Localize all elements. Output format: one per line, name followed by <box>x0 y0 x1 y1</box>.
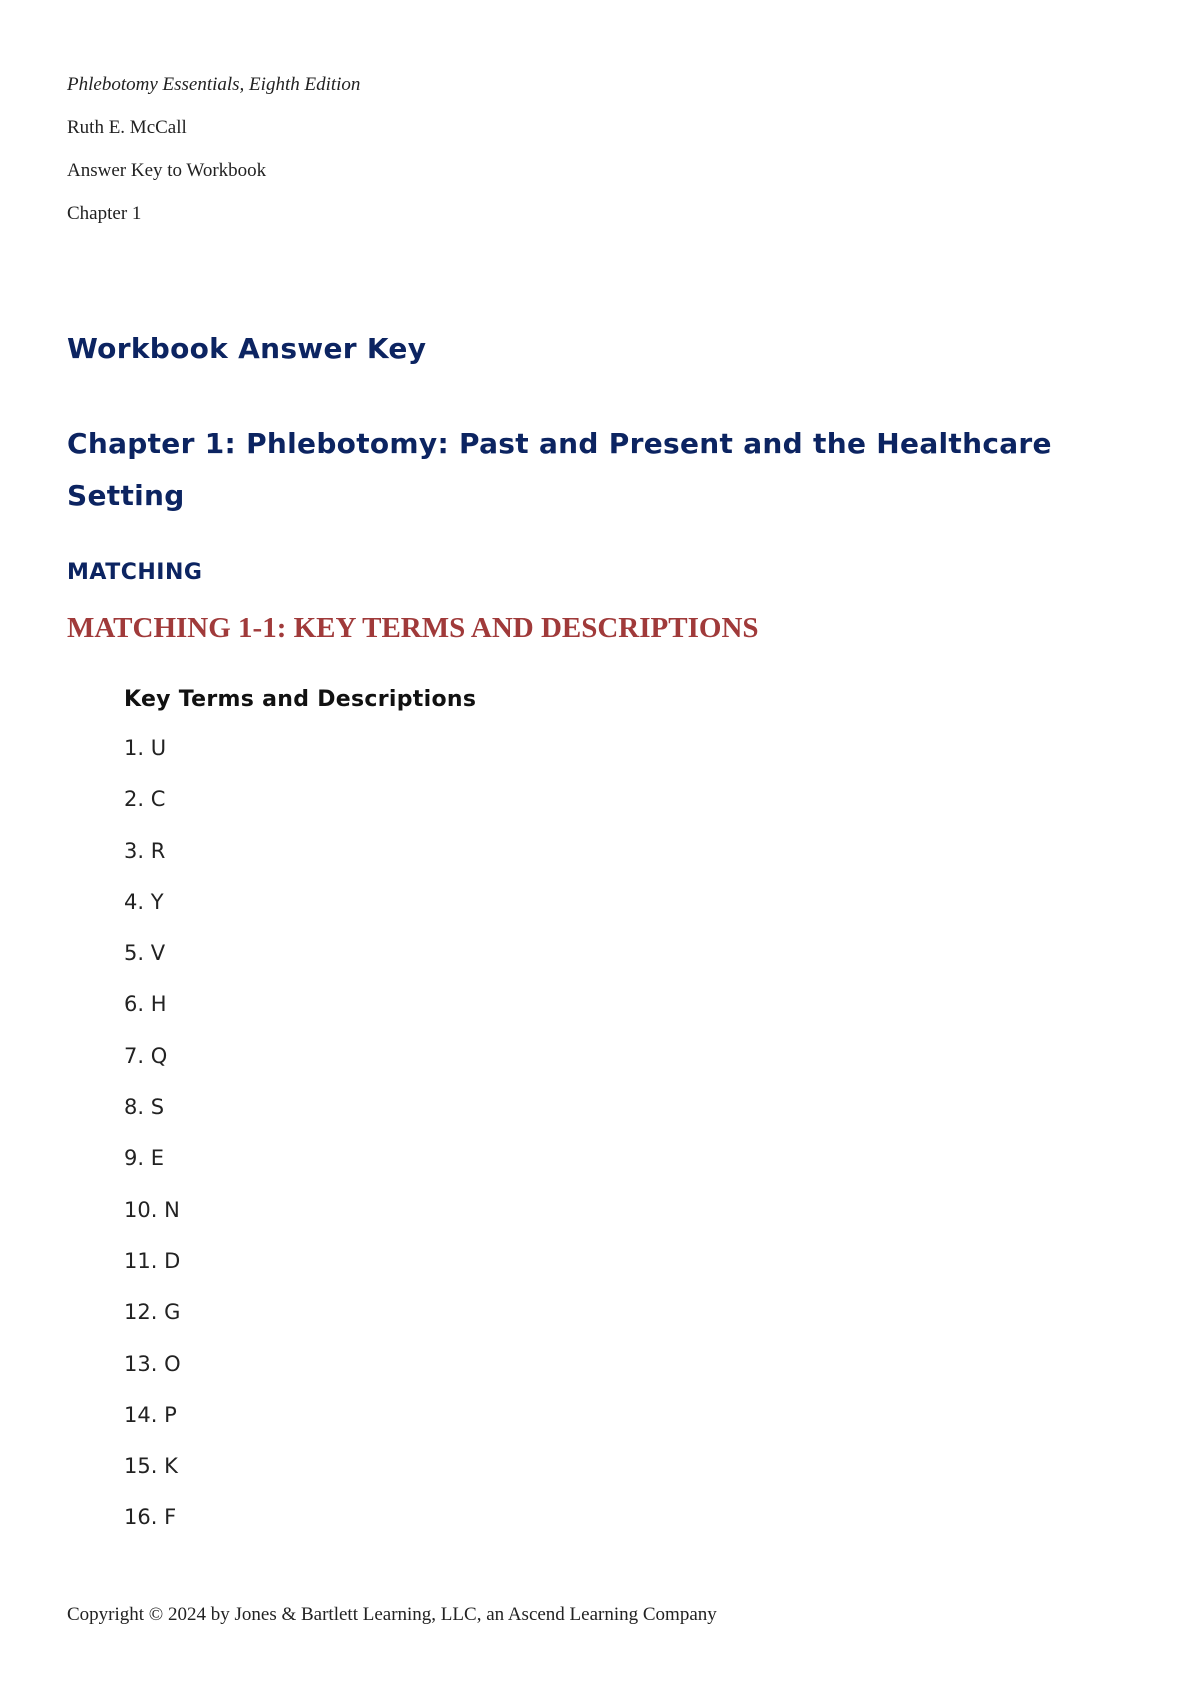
answer-item: 6. H <box>124 992 167 1017</box>
answer-item: 1. U <box>124 736 167 760</box>
answer-item: 8. S <box>124 1095 165 1120</box>
answer-item: 3. R <box>124 838 166 863</box>
answer-item: 16. F <box>124 1505 177 1530</box>
page-title: Workbook Answer Key <box>67 332 427 365</box>
answer-item: 12. G <box>124 1300 181 1325</box>
author-name: Ruth E. McCall <box>67 117 187 138</box>
document-type: Answer Key to Workbook <box>67 160 267 181</box>
answer-item: 5. V <box>124 941 166 966</box>
copyright-footer: Copyright © 2024 by Jones & Bartlett Learning, LLC, an Ascend Learning Company <box>67 1604 717 1625</box>
answer-item: 4. Y <box>124 889 164 914</box>
answer-item: 10. N <box>124 1197 180 1222</box>
section-heading: MATCHING <box>67 560 203 585</box>
answer-list <box>124 735 181 1556</box>
answer-item: 7. Q <box>124 1043 168 1068</box>
answer-item: 11. D <box>124 1248 181 1273</box>
answer-item: 9. E <box>124 1146 164 1171</box>
book-title: Phlebotomy Essentials, Eighth Edition <box>67 74 361 95</box>
answer-item: 13. O <box>124 1351 181 1376</box>
exercise-title: MATCHING 1-1: KEY TERMS AND DESCRIPTIONS <box>67 612 759 644</box>
answer-item: 14. P <box>124 1402 177 1427</box>
answer-item: 2. C <box>124 787 166 812</box>
chapter-title: Chapter 1: Phlebotomy: Past and Present and the Healthcare Setting <box>67 427 1052 512</box>
chapter-label: Chapter 1 <box>67 203 142 224</box>
answer-item: 15. K <box>124 1454 178 1479</box>
answer-subheading: Key Terms and Descriptions <box>124 687 477 712</box>
